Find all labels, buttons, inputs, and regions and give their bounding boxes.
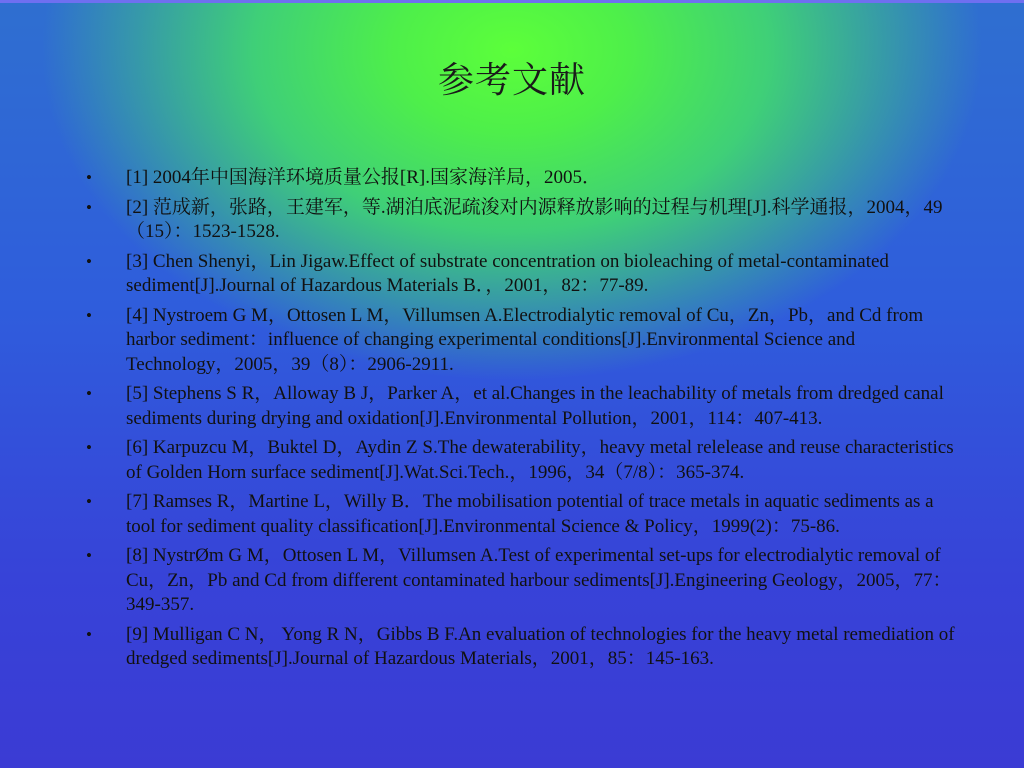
bullet-icon: •	[86, 438, 92, 457]
reference-item-5	[0, 382, 1024, 431]
bullet-icon: •	[86, 546, 92, 565]
reference-item-4	[0, 304, 1024, 378]
reference-text: [5] Stephens S R，Alloway B J，Parker A，et al.Changes in the leachability of metals from dredged canal sediments during drying and oxidation[J].Environmental Pollution，2001，114：407-413.	[126, 383, 944, 429]
bullet-icon: •	[86, 168, 92, 187]
bullet-icon: •	[86, 624, 92, 644]
slide-title: 参考文献	[437, 60, 586, 100]
bullet-icon: •	[86, 492, 92, 511]
reference-item-1	[0, 166, 1024, 191]
reference-item-6	[0, 436, 1024, 485]
reference-item-2	[0, 196, 1024, 245]
bullet-icon: •	[86, 197, 92, 217]
reference-item-7	[0, 490, 1024, 539]
reference-list	[0, 166, 1024, 677]
reference-text: [1] 2004年中国海洋环境质量公报[R].国家海洋局，2005．	[126, 167, 601, 188]
reference-item-3	[0, 250, 1024, 299]
bullet-icon: •	[86, 305, 92, 325]
reference-text: [3] Chen Shenyi，Lin Jigaw.Effect of substrate concentration on bioleaching of metal-contaminated sediment[J].Journal of Hazardous Materials B．，2001，82：77-89.	[126, 250, 889, 296]
bullet-icon: •	[86, 384, 92, 403]
reference-text: [9] Mulligan C N， Yong R N，Gibbs B F.An evaluation of technologies for the heavy metal remediation of dredged sediments[J].Journal of Hazardous Materials，2001，85：145-163.	[126, 623, 955, 669]
reference-item-8	[0, 544, 1024, 618]
bullet-icon: •	[86, 251, 92, 271]
reference-text: [7] Ramses R，Martine L，Willy B．The mobilisation potential of trace metals in aquatic sediments as a tool for sediment quality classification[J].Environmental Science & Policy，1999(2)：75-86.	[126, 491, 934, 537]
reference-text: [4] Nystroem G M，Ottosen L M，Villumsen A.Electrodialytic removal of Cu，Zn，Pb，and Cd from harbor sediment：influence of changing experimental conditions[J].Environmental Science and Technology，2005，39（8）：2906-2911.	[126, 304, 924, 375]
reference-item-9	[0, 623, 1024, 672]
reference-text: [2] 范成新，张路，王建军，等.湖泊底泥疏浚对内源释放影响的过程与机理[J].科学通报，2004，49（15）：1523-1528.	[126, 196, 943, 242]
reference-text: [6] Karpuzcu M，Buktel D，Aydin Z S.The dewaterability，heavy metal relelease and reuse characteristics of Golden Horn surface sediment[J].Wat.Sci.Tech.，1996，34（7/8）：365-374.	[126, 437, 954, 483]
reference-text: [8] NystrØm G M，Ottosen L M，Villumsen A.Test of experimental set-ups for electrodialytic removal of Cu，Zn，Pb and Cd from different contaminated harbour sediments[J].Engineering Geology，2005，77：349-357.	[126, 545, 952, 615]
